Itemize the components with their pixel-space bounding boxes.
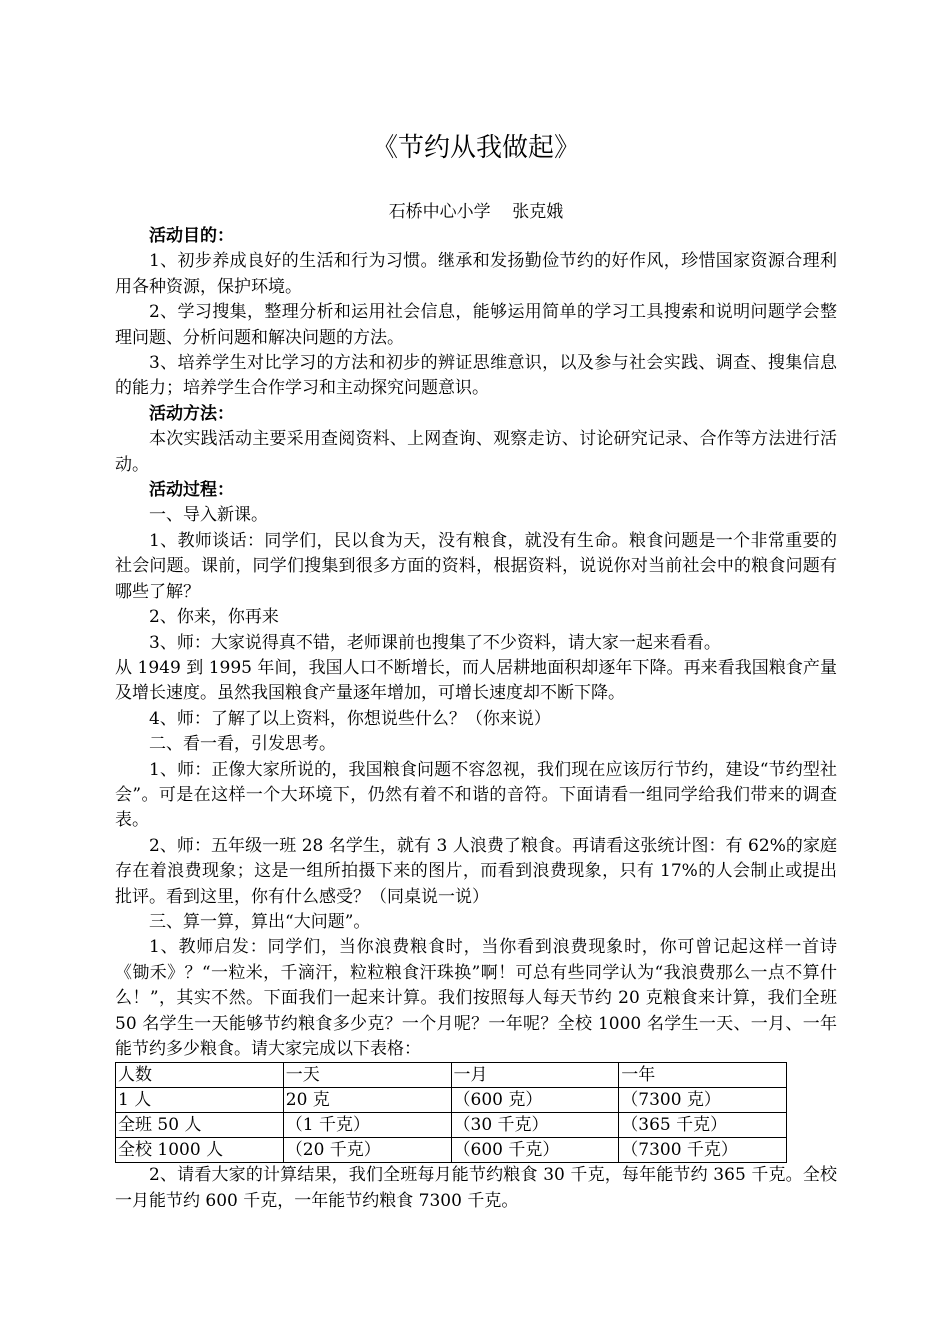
table-cell: （1 千克）	[283, 1113, 451, 1138]
table-cell: （365 千克）	[619, 1113, 787, 1138]
section-title: 二、看一看，引发思考。	[149, 734, 336, 755]
table-row	[116, 1088, 787, 1113]
paragraph: 3、师：大家说得真不错，老师课前也搜集了不少资料，请大家一起来看看。	[149, 632, 721, 653]
paragraph: 从 1949 到 1995 年间，我国人口不断增长，而人居耕地面积却逐年下降。再来看我国粮食产量及增长速度。虽然我国粮食产量逐年增加，可增长速度却不断下降。	[115, 657, 837, 704]
table-header-cell: 一年	[619, 1063, 787, 1088]
method-heading: 活动方法：	[149, 403, 234, 424]
paragraph: 1、教师启发：同学们，当你浪费粮食时，当你看到浪费现象时，你可曾记起这样一首诗《锄禾》？“一粒米，千滴汗，粒粒粮食汗珠换”啊！可总有些同学认为“我浪费那么一点不算什么！”，其实不然。下面我们一起来计算。我们按照每人每天节约 20 克粮食来计算，我们全班 50 名学生一天能够节约粮食多少克？一个月呢？一年呢？全校 1000 名学生一天、一月、一年能节约多少粮食。请大家完成以下表格：	[115, 937, 837, 1059]
goal-item: 2、学习搜集，整理分析和运用社会信息，能够运用简单的学习工具搜索和说明问题学会整理问题、分析问题和解决问题的方法。	[115, 302, 837, 348]
goal-item: 3、培养学生对比学习的方法和初步的辨证思维意识，以及参与社会实践、调查、搜集信息的能力；培养学生合作学习和主动探究问题意识。	[115, 353, 837, 399]
table-cell: （600 千克）	[451, 1138, 619, 1163]
document-body	[115, 224, 837, 1214]
section-title: 三、算一算，算出“大问题”。	[149, 911, 371, 932]
table-cell: （20 千克）	[283, 1138, 451, 1163]
paragraph: 1、教师谈话：同学们，民以食为天，没有粮食，就没有生命。粮食问题是一个非常重要的社会问题。课前，同学们搜集到很多方面的资料，根据资料，说说你对当前社会中的粮食问题有哪些了解？	[115, 530, 837, 602]
goal-item: 1、初步养成良好的生活和行为习惯。继承和发扬勤俭节约的好作风，珍惜国家资源合理利用各种资源，保护环境。	[115, 251, 837, 297]
process-heading: 活动过程：	[149, 480, 234, 501]
table-cell: （7300 克）	[619, 1088, 787, 1113]
section-title: 一、导入新课。	[149, 505, 268, 526]
table-cell: 全班 50 人	[116, 1113, 284, 1138]
table-header-cell: 人数	[116, 1063, 284, 1088]
table-cell: 全校 1000 人	[116, 1138, 284, 1163]
table-header-cell: 一月	[451, 1063, 619, 1088]
table-row	[116, 1113, 787, 1138]
method-paragraph: 本次实践活动主要采用查阅资料、上网查询、观察走访、讨论研究记录、合作等方法进行活动。	[115, 429, 837, 475]
table-cell: （30 千克）	[451, 1113, 619, 1138]
table-cell: 20 克	[283, 1088, 451, 1113]
paragraph: 2、请看大家的计算结果，我们全班每月能节约粮食 30 千克，每年能节约 365 千克。全校一月能节约 600 千克，一年能节约粮食 7300 千克。	[115, 1165, 837, 1211]
paragraph: 1、师：正像大家所说的，我国粮食问题不容忽视，我们现在应该厉行节约，建设“节约型社会”。可是在这样一个大环境下，仍然有着不和谐的音符。下面请看一组同学给我们带来的调查表。	[115, 759, 837, 831]
table-cell: （7300 千克）	[619, 1138, 787, 1163]
goal-heading: 活动目的：	[149, 226, 234, 246]
document-title: 《节约从我做起》	[371, 133, 580, 163]
paragraph: 2、师：五年级一班 28 名学生，就有 3 人浪费了粮食。再请看这张统计图：有 62%的家庭存在着浪费现象；这是一组所拍摄下来的图片，而看到浪费现象，只有 17%的人会制止或提出批评。看到这里，你有什么感受？（同桌说一说）	[115, 835, 837, 907]
table-header-cell: 一天	[283, 1063, 451, 1088]
table-header-row	[116, 1063, 787, 1088]
paragraph: 2、你来，你再来	[149, 607, 279, 628]
author-line: 石桥中心小学 张克娥	[388, 202, 564, 222]
savings-table	[115, 1062, 787, 1163]
table-row	[116, 1138, 787, 1163]
table-cell: （600 克）	[451, 1088, 619, 1113]
table-cell: 1 人	[116, 1088, 284, 1113]
paragraph: 4、师：了解了以上资料，你想说些什么？（你来说）	[149, 708, 551, 729]
